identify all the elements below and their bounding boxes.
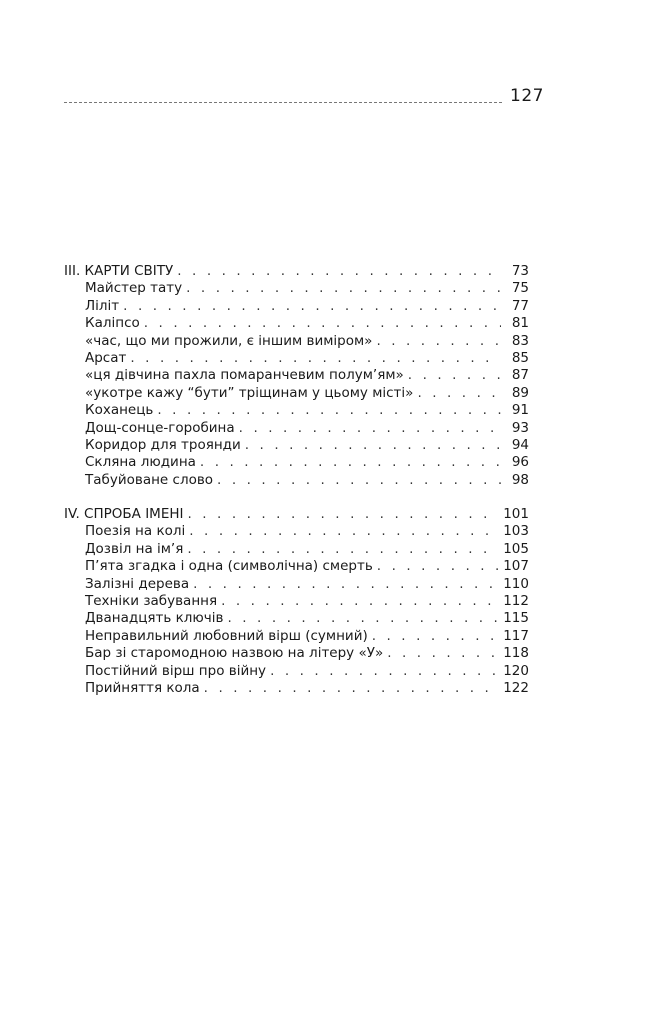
dot-leader	[130, 350, 501, 367]
dot-leader	[270, 663, 499, 680]
toc-entry-title: Дощ-сонце-горобина	[85, 419, 235, 436]
toc-entry	[64, 298, 529, 315]
dot-leader	[372, 628, 499, 645]
toc-entry	[64, 315, 529, 332]
toc-entry-page: 83	[511, 332, 529, 349]
dot-leader	[187, 541, 499, 558]
dot-leader	[177, 263, 501, 280]
toc-entry	[64, 645, 529, 662]
toc-entry-page: 103	[503, 523, 529, 540]
toc-entry	[64, 350, 529, 367]
toc-entry-title: Каліпсо	[85, 315, 140, 332]
toc-entry-page: 112	[503, 593, 529, 610]
toc-entry-title: Техніки забування	[85, 593, 218, 610]
toc-entry-title: Поезія на колі	[85, 523, 186, 540]
dot-leader	[377, 558, 499, 575]
toc-entry-page: 75	[511, 280, 529, 297]
toc-entry-title: Табуйоване слово	[85, 471, 214, 488]
toc-entry-title: Ліліт	[85, 297, 120, 314]
dot-leader	[408, 367, 501, 384]
toc-entry	[64, 385, 529, 402]
toc-section-heading	[64, 506, 529, 523]
toc-entry-page: 73	[511, 263, 529, 279]
toc-entry-title: Дозвіл на ім’я	[85, 540, 184, 557]
toc-entry-page: 122	[503, 679, 529, 696]
toc-entry-page: 81	[511, 315, 529, 332]
dot-leader	[417, 385, 501, 402]
toc-section-4	[64, 506, 529, 697]
toc-entry	[64, 454, 529, 471]
page-number: 127	[510, 86, 544, 106]
toc-entry-page: 77	[511, 297, 529, 314]
toc-entry	[64, 402, 529, 419]
toc-entry-title: П’ята згадка і одна (символічна) смерть	[85, 558, 373, 575]
dot-leader	[123, 298, 501, 315]
toc-entry-page: 87	[511, 367, 529, 384]
toc-entry	[64, 558, 529, 575]
toc-entry	[64, 367, 529, 384]
toc-entry-page: 115	[503, 610, 529, 627]
dot-leader	[217, 472, 501, 489]
toc-entry	[64, 472, 529, 489]
toc-entry-page: 117	[503, 627, 529, 644]
toc-entry-title: Бар зі старомодною назвою на літеру «У»	[85, 645, 384, 662]
dot-leader	[245, 437, 501, 454]
toc-entry-title: Залізні дерева	[85, 575, 190, 592]
toc-entry	[64, 576, 529, 593]
toc-entry-page: 91	[511, 402, 529, 419]
toc-entry	[64, 333, 529, 350]
toc-entry-title: III. КАРТИ СВІТУ	[64, 263, 174, 279]
dot-leader	[187, 506, 499, 523]
toc-section-heading	[64, 263, 529, 280]
dot-leader	[239, 420, 501, 437]
toc-entry-title: Прийняття кола	[85, 679, 200, 696]
dot-leader	[186, 280, 501, 297]
toc-entry-page: 85	[511, 349, 529, 366]
toc-entry	[64, 420, 529, 437]
toc-entry-title: «час, що ми прожили, є іншим виміром»	[85, 332, 373, 349]
toc-entry-title: Скляна людина	[85, 454, 196, 471]
dot-leader	[157, 402, 501, 419]
toc-entry	[64, 437, 529, 454]
dot-leader	[387, 645, 499, 662]
table-of-contents	[64, 263, 529, 697]
toc-entry-page: 118	[503, 645, 529, 662]
toc-entry-title: «укотре кажу “бути” тріщинам у цьому місті»	[85, 384, 414, 401]
toc-entry-title: Арсат	[85, 349, 127, 366]
toc-entry-page: 107	[503, 558, 529, 575]
toc-entry-page: 94	[511, 436, 529, 453]
toc-entry-page: 101	[503, 506, 529, 523]
toc-entry-page: 98	[511, 471, 529, 488]
toc-entry-title: Майстер тату	[85, 280, 183, 297]
toc-entry	[64, 541, 529, 558]
dot-leader	[221, 593, 499, 610]
dot-leader	[200, 454, 501, 471]
toc-entry-title: Коридор для троянди	[85, 436, 241, 453]
toc-entry-page: 93	[511, 419, 529, 436]
toc-entry	[64, 663, 529, 680]
dot-leader	[204, 680, 500, 697]
dot-leader	[193, 576, 499, 593]
toc-entry-title: Постійний вірш про війну	[85, 662, 267, 679]
toc-entry-title: «ця дівчина пахла помаранчевим полум’ям»	[85, 367, 404, 384]
header-dashed-rule	[64, 102, 502, 103]
toc-entry-page: 105	[503, 540, 529, 557]
toc-entry	[64, 680, 529, 697]
toc-entry-title: Коханець	[85, 402, 154, 419]
toc-entry-page: 110	[503, 575, 529, 592]
toc-entry	[64, 593, 529, 610]
toc-entry-title: Дванадцять ключів	[85, 610, 224, 627]
toc-entry-page: 120	[503, 662, 529, 679]
toc-entry	[64, 628, 529, 645]
dot-leader	[189, 523, 499, 540]
dot-leader	[227, 610, 499, 627]
dot-leader	[144, 315, 501, 332]
page-header	[64, 86, 544, 108]
toc-entry-page: 89	[511, 384, 529, 401]
toc-entry-page: 96	[511, 454, 529, 471]
toc-entry	[64, 280, 529, 297]
toc-entry-title: Неправильний любовний вірш (сумний)	[85, 627, 368, 644]
dot-leader	[376, 333, 501, 350]
toc-entry	[64, 610, 529, 627]
toc-section-3	[64, 263, 529, 489]
toc-entry-title: IV. СПРОБА ІМЕНІ	[64, 506, 184, 523]
toc-entry	[64, 523, 529, 540]
